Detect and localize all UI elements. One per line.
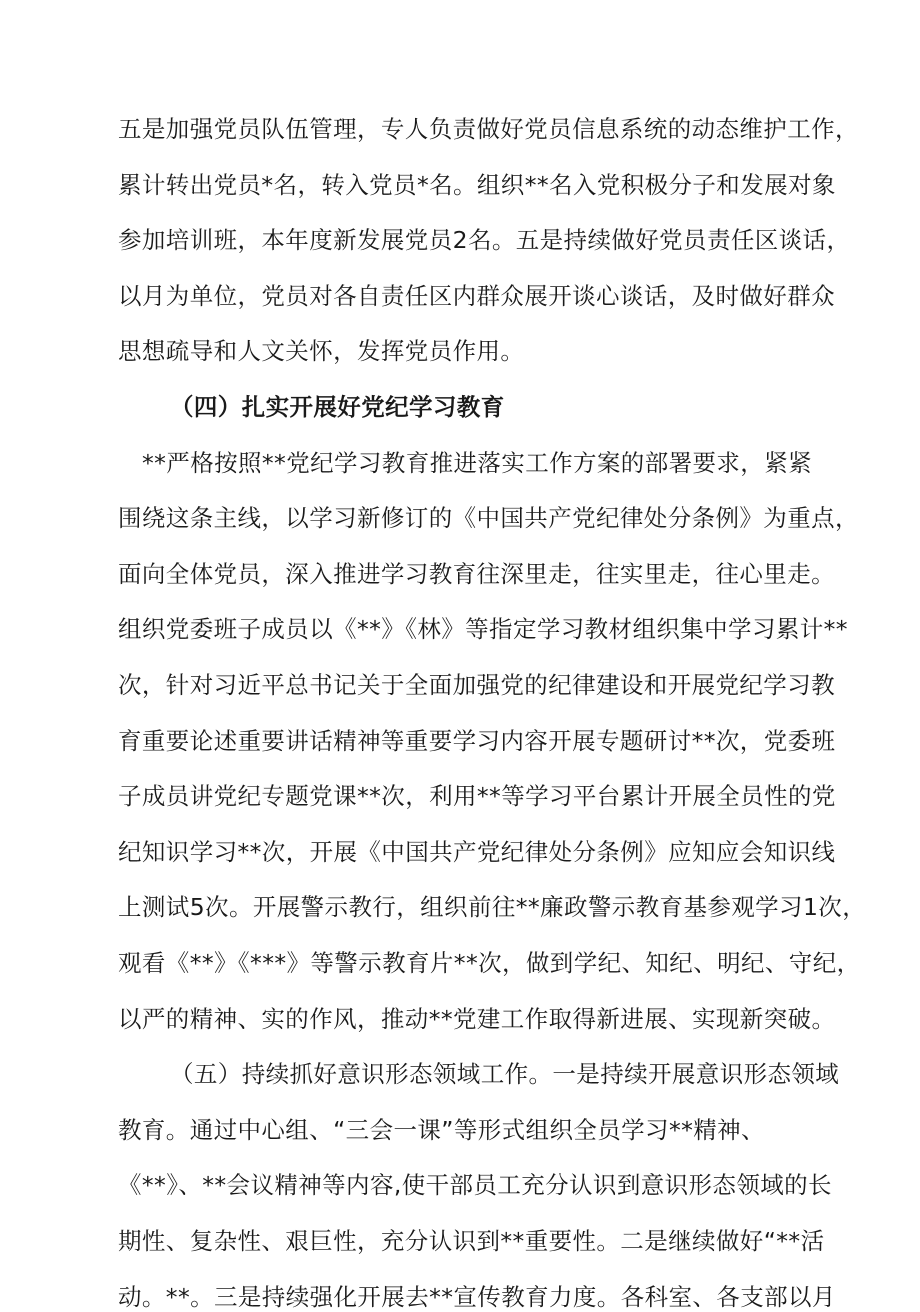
paragraph-line: 五是加强党员队伍管理，专人负责做好党员信息系统的动态维护工作， xyxy=(118,115,859,143)
paragraph-line: 参加培训班，本年度新发展党员2名。五是持续做好党员责任区谈话， xyxy=(118,226,851,254)
paragraph-line: 上测试5次。开展警示教行，组织前往**廉政警示教育基参观学习1次， xyxy=(118,893,867,921)
paragraph-line: 围绕这条主线，以学习新修订的《中国共产党纪律处分条例》为重点， xyxy=(118,504,859,532)
paragraph-line: 以月为单位，党员对各自责任区内群众展开谈心谈话，及时做好群众 xyxy=(118,282,835,310)
paragraph-line: **严格按照**党纪学习教育推进落实工作方案的部署要求，紧紧 xyxy=(142,449,812,477)
paragraph-line: 思想疏导和人文关怀，发挥党员作用。 xyxy=(118,337,525,365)
paragraph-line: 纪知识学习**次，开展《中国共产党纪律处分条例》应知应会知识线 xyxy=(118,838,836,866)
paragraph-line: 期性、复杂性、艰巨性，充分认识到**重要性。二是继续做好“**活 xyxy=(118,1227,825,1255)
paragraph-line: 观看《**》《***》等警示教育片**次，做到学纪、知纪、明纪、守纪， xyxy=(118,949,861,977)
paragraph-line: 累计转出党员*名，转入党员*名。组织**名入党积极分子和发展对象 xyxy=(118,171,836,199)
paragraph-line: （五）持续抓好意识形态领域工作。一是持续开展意识形态领域 xyxy=(170,1060,840,1088)
paragraph-line: 组织党委班子成员以《**》《林》等指定学习教材组织集中学习累计** xyxy=(118,615,848,643)
paragraph-line: 子成员讲党纪专题党课**次，利用**等学习平台累计开展全员性的党 xyxy=(118,782,836,810)
paragraph-line: 次，针对习近平总书记关于全面加强党的纪律建设和开展党纪学习教 xyxy=(118,671,835,699)
paragraph-line: 以严的精神、实的作风，推动**党建工作取得新进展、实现新突破。 xyxy=(118,1005,836,1033)
section-heading: （四）扎实开展好党纪学习教育 xyxy=(170,393,505,421)
paragraph-line: 教育。通过中心组、“三会一课”等形式组织全员学习**精神、 xyxy=(118,1116,765,1144)
paragraph-line: 动。**。三是持续强化开展去**宣传教育力度。各科室、各支部以月 xyxy=(118,1283,836,1311)
paragraph-line: 《**》、**会议精神等内容,使干部员工充分认识到意识形态领域的长 xyxy=(118,1171,832,1199)
paragraph-line: 育重要论述重要讲话精神等重要学习内容开展专题研讨**次，党委班 xyxy=(118,727,836,755)
paragraph-line: 面向全体党员，深入推进学习教育往深里走，往实里走，往心里走。 xyxy=(118,560,835,588)
